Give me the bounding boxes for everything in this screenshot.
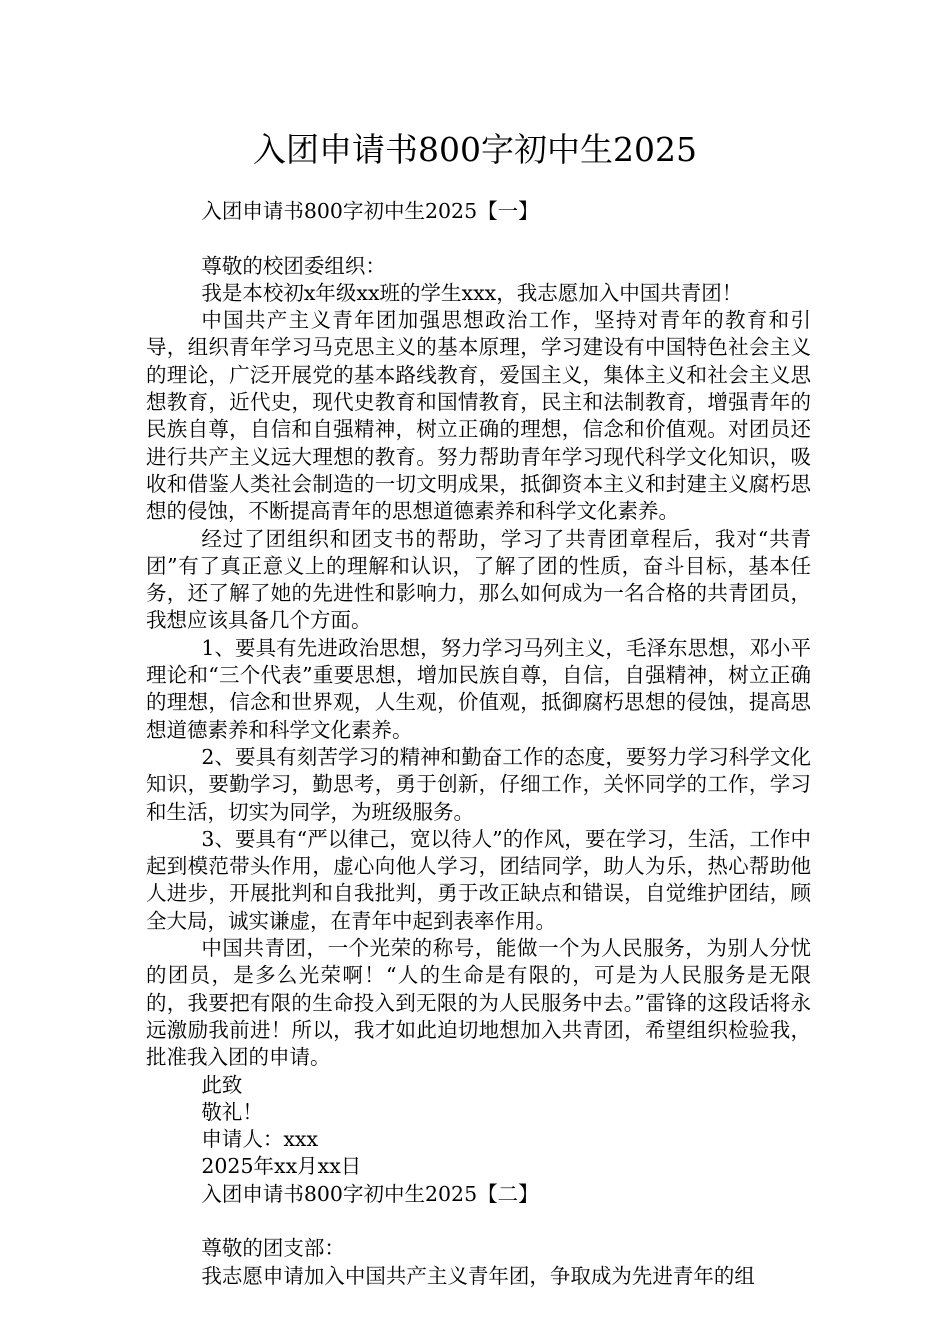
- closing-line: 此致: [201, 1072, 243, 1097]
- paragraph: 中国共青团，一个光荣的称号，能做一个为人民服务，为别人分忧的团员，是多么光荣啊！“人的生命是有限的，可是为人民服务是无限的，我要把有限的生命投入到无限的为人民服务中去。”雷锋的这段话将永远激励我前进！所以，我才如此迫切地想加入共青团，希望组织检验我，批准我入团的申请。: [146, 936, 811, 1070]
- paragraph: 我志愿申请加入中国共产主义青年团，争取成为先进青年的组: [201, 1263, 755, 1288]
- document-title: 入团申请书800字初中生2025: [253, 130, 697, 169]
- document-body: [146, 198, 811, 1290]
- paragraph: 经过了团组织和团支书的帮助，学习了共青团章程后，我对“共青团”有了真正意义上的理解和认识，了解了团的性质，奋斗目标，基本任务，还了解了她的先进性和影响力，那么如何成为一名合格的共青团员，我想应该具备几个方面。: [146, 526, 811, 633]
- paragraph: 中国共产主义青年团加强思想政治工作，坚持对青年的教育和引导，组织青年学习马克思主义的基本原理，学习建设有中国特色社会主义的理论，广泛开展党的基本路线教育，爱国主义，集体主义和社会主义思想教育，近代史，现代史教育和国情教育，民主和法制教育，增强青年的民族自尊，自信和自强精神，树立正确的理想，信念和价值观。对团员还进行共产主义远大理想的教育。努力帮助青年学习现代科学文化知识，吸收和借鉴人类社会制造的一切文明成果，抵御资本主义和封建主义腐朽思想的侵蚀，不断提高青年的思想道德素养和科学文化素养。: [146, 308, 811, 524]
- paragraph: 我是本校初x年级xx班的学生xxx，我志愿加入中国共青团！: [201, 280, 743, 305]
- closing-line: 敬礼！: [201, 1099, 263, 1124]
- paragraph: 1、要具有先进政治思想，努力学习马列主义，毛泽东思想，邓小平理论和“三个代表”重要思想，增加民族自尊，自信，自强精神，树立正确的理想，信念和世界观，人生观，价值观，抵御腐朽思想的侵蚀，提高思想道德素养和科学文化素养。: [146, 635, 811, 742]
- date-line: 2025年xx月xx日: [201, 1154, 362, 1179]
- section-heading: 入团申请书800字初中生2025【一】: [201, 199, 539, 223]
- section-heading: 入团申请书800字初中生2025【二】: [201, 1181, 539, 1206]
- paragraph: 3、要具有“严以律己，宽以待人”的作风，要在学习，生活，工作中起到模范带头作用，虚心向他人学习，团结同学，助人为乐，热心帮助他人进步，开展批判和自我批判，勇于改正缺点和错误，自觉维护团结，顾全大局，诚实谦虚，在青年中起到表率作用。: [146, 826, 811, 933]
- applicant-line: 申请人：xxx: [201, 1127, 319, 1152]
- spacer: [146, 225, 811, 252]
- paragraph: 2、要具有刻苦学习的精神和勤奋工作的态度，要努力学习科学文化知识，要勤学习，勤思考，勇于创新，仔细工作，关怀同学的工作，学习和生活，切实为同学，为班级服务。: [146, 744, 811, 824]
- salutation: 尊敬的团支部：: [201, 1236, 345, 1261]
- salutation: 尊敬的校团委组织：: [201, 253, 386, 278]
- spacer: [146, 1208, 811, 1235]
